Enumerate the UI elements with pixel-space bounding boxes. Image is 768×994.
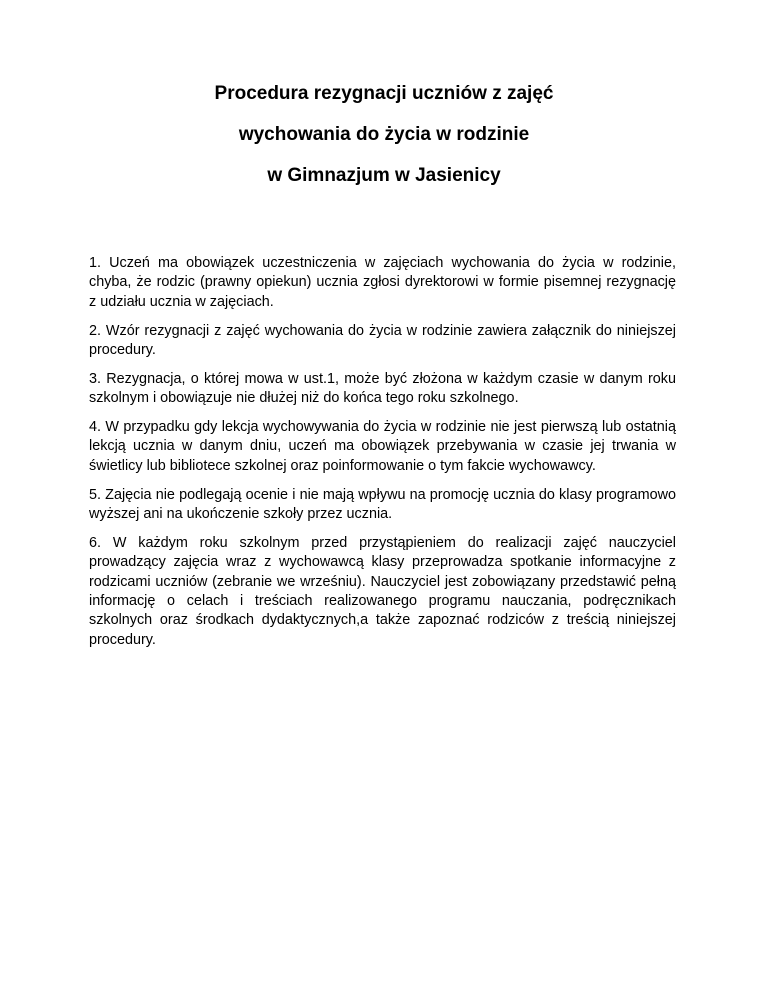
- title-line-2: wychowania do życia w rodzinie: [238, 124, 530, 145]
- document-body: [89, 254, 676, 660]
- paragraph-3: 3. Rezygnacja, o której mowa w ust.1, może być złożona w każdym czasie w danym roku szkolnym i obowiązuje nie dłużej niż do końca tego roku szkolnego.: [89, 370, 676, 407]
- document-title: [0, 82, 768, 205]
- paragraph-4: 4. W przypadku gdy lekcja wychowywania do życia w rodzinie nie jest pierwszą lub ostatnią lekcją ucznia w danym dniu, uczeń ma obowiązek przebywania w czasie jej trwania w świetlicy lub bibliotece szkolnej oraz poinformowanie o tym fakcie wychowawcy.: [89, 419, 676, 474]
- paragraph-6: 6. W każdym roku szkolnym przed przystąpieniem do realizacji zajęć nauczyciel prowadzący zajęcia wraz z wychowawcą klasy przeprowadza spotkanie informacyjne z rodzicami uczniów (zebranie we wrześniu). Nauczyciel jest zobowiązany przedstawić pełną informację o celach i treściach realizowanego programu nauczania, podręcznikach szkolnych oraz środkach dydaktycznych,a także zapoznać rodziców z treścią niniejszej procedury.: [89, 534, 676, 648]
- title-line-3: w Gimnazjum w Jasienicy: [267, 165, 501, 186]
- paragraph-1: 1. Uczeń ma obowiązek uczestniczenia w zajęciach wychowania do życia w rodzinie, chyba, że rodzic (prawny opiekun) ucznia zgłosi dyrektorowi w formie pisemnej rezygnację z udziału ucznia w zajęciach.: [89, 255, 676, 310]
- paragraph-5: 5. Zajęcia nie podlegają ocenie i nie mają wpływu na promocję ucznia do klasy programowo wyższej ani na ukończenie szkoły przez ucznia.: [89, 486, 676, 523]
- paragraph-2: 2. Wzór rezygnacji z zajęć wychowania do życia w rodzinie zawiera załącznik do niniejszej procedury.: [89, 322, 676, 359]
- title-line-1: Procedura rezygnacji uczniów z zajęć: [214, 83, 554, 104]
